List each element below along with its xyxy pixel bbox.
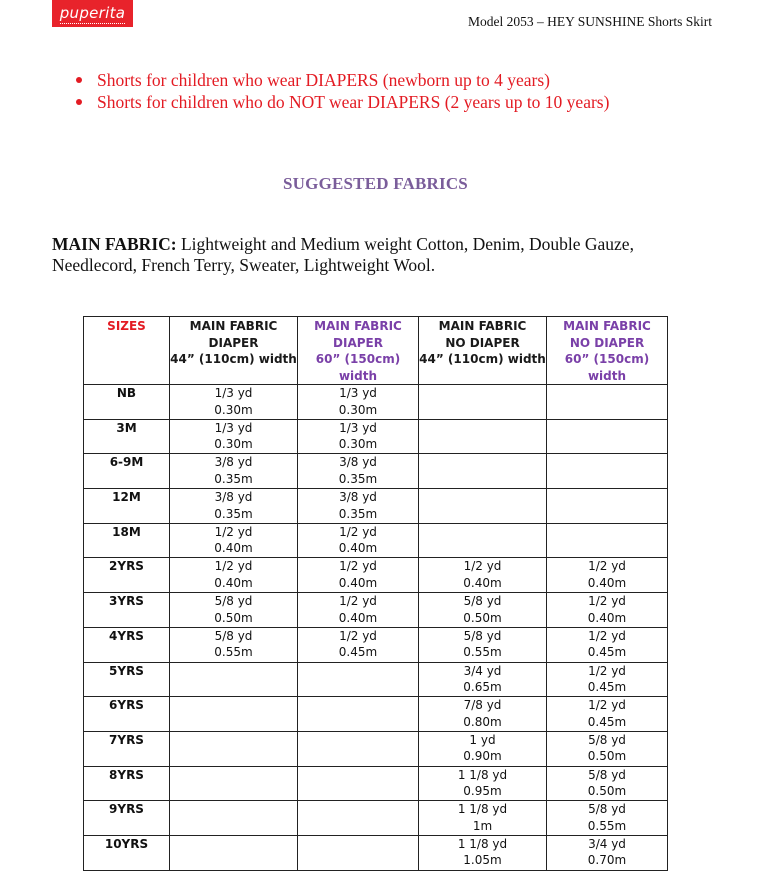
- meter-value: [298, 783, 418, 800]
- yardage-value: 5/8 yd: [463, 594, 502, 609]
- header-line: NO DIAPER: [445, 335, 520, 350]
- header-line: MAIN FABRIC: [438, 319, 527, 333]
- size-label: 5YRS: [84, 662, 170, 697]
- cell-no-diaper-44: [419, 627, 547, 662]
- meter-value: 0.45m: [587, 680, 627, 694]
- table-row: [84, 385, 668, 420]
- cell-no-diaper-60: [547, 489, 668, 524]
- cell-diaper-60: [298, 731, 419, 766]
- yardage-value: [298, 836, 418, 853]
- table-row: [84, 593, 668, 628]
- size-label: 7YRS: [84, 731, 170, 766]
- cell-diaper-44: [170, 558, 298, 593]
- size-label: 3YRS: [84, 593, 170, 628]
- cell-diaper-44: [170, 697, 298, 732]
- meter-value: 0.40m: [587, 575, 627, 590]
- meter-value: [419, 436, 546, 453]
- cell-no-diaper-60: [547, 558, 668, 593]
- yardage-value: [170, 732, 297, 749]
- meter-value: [298, 748, 418, 765]
- main-fabric-label: MAIN FABRIC:: [52, 234, 177, 254]
- table-row: [84, 419, 668, 454]
- audience-item-no-diapers: [76, 91, 609, 113]
- main-fabric-description: [52, 234, 692, 276]
- header-line: DIAPER: [333, 335, 383, 350]
- cell-diaper-44: [170, 766, 298, 801]
- fabric-requirements-table: [83, 316, 668, 871]
- yardage-value: 1/2 yd: [339, 628, 377, 643]
- cell-diaper-44: [170, 835, 298, 870]
- audience-item-diapers: [76, 69, 609, 91]
- meter-value: 0.40m: [338, 541, 378, 556]
- yardage-value: [419, 420, 546, 437]
- size-label: 2YRS: [84, 558, 170, 593]
- cell-diaper-44: [170, 662, 298, 697]
- meter-value: 0.95m: [463, 784, 502, 799]
- yardage-value: 1/2 yd: [588, 559, 626, 574]
- yardage-value: 1/2 yd: [339, 524, 377, 539]
- yardage-value: [170, 836, 297, 853]
- header-no-diaper-44: [419, 317, 547, 385]
- cell-no-diaper-60: [547, 766, 668, 801]
- main-fabric-text: Lightweight and Medium weight Cotton, Denim, Double Gauze, Needlecord, French Terry, Sweater, Lightweight Wool.: [52, 234, 634, 275]
- table-row: [84, 489, 668, 524]
- cell-no-diaper-60: [547, 731, 668, 766]
- table-row: [84, 627, 668, 662]
- meter-value: 0.45m: [587, 645, 627, 660]
- table-row: [84, 835, 668, 870]
- cell-no-diaper-60: [547, 419, 668, 454]
- model-title: Model 2053 – HEY SUNSHINE Shorts Skirt: [468, 14, 713, 29]
- cell-diaper-44: [170, 731, 298, 766]
- yardage-value: 1/2 yd: [214, 559, 253, 574]
- cell-diaper-60: [298, 697, 419, 732]
- header-line: MAIN FABRIC: [189, 319, 278, 333]
- size-label: 8YRS: [84, 766, 170, 801]
- cell-no-diaper-44: [419, 558, 547, 593]
- cell-diaper-60: [298, 385, 419, 420]
- meter-value: 0.40m: [463, 575, 502, 590]
- cell-no-diaper-60: [547, 593, 668, 628]
- yardage-value: [170, 697, 297, 714]
- meter-value: [547, 471, 667, 488]
- meter-value: 0.70m: [587, 853, 627, 868]
- meter-value: 0.30m: [214, 402, 253, 417]
- yardage-value: [298, 732, 418, 749]
- header-line: MAIN FABRIC: [314, 319, 402, 333]
- cell-diaper-60: [298, 454, 419, 489]
- meter-value: [419, 540, 546, 557]
- meter-value: 0.45m: [338, 645, 378, 660]
- table-row: [84, 558, 668, 593]
- meter-value: [547, 402, 667, 419]
- meter-value: 0.40m: [587, 610, 627, 625]
- audience-text: Shorts for children who wear DIAPERS (newborn up to 4 years): [97, 70, 550, 90]
- brand-logo: [52, 0, 133, 27]
- meter-value: [419, 506, 546, 523]
- size-label: 6-9M: [84, 454, 170, 489]
- table-row: [84, 697, 668, 732]
- yardage-value: [170, 801, 297, 818]
- header-no-diaper-60: [547, 317, 668, 385]
- cell-diaper-60: [298, 419, 419, 454]
- meter-value: 0.55m: [463, 645, 502, 660]
- meter-value: 0.35m: [338, 506, 378, 521]
- meter-value: [170, 748, 297, 765]
- header-line: 44” (110cm) width: [419, 352, 546, 366]
- meter-value: 0.80m: [463, 714, 502, 729]
- cell-no-diaper-60: [547, 385, 668, 420]
- header-line: DIAPER: [208, 335, 259, 350]
- meter-value: [298, 714, 418, 731]
- meter-value: 1.05m: [463, 853, 502, 868]
- cell-no-diaper-44: [419, 662, 547, 697]
- cell-diaper-60: [298, 593, 419, 628]
- cell-no-diaper-60: [547, 697, 668, 732]
- yardage-value: 1/2 yd: [339, 594, 377, 609]
- yardage-value: 5/8 yd: [588, 767, 626, 782]
- header-line: 60” (150cm) width: [564, 352, 650, 383]
- yardage-value: 1/2 yd: [588, 663, 626, 678]
- cell-no-diaper-60: [547, 627, 668, 662]
- cell-no-diaper-60: [547, 835, 668, 870]
- yardage-value: 3/8 yd: [339, 455, 377, 470]
- yardage-value: 1/3 yd: [214, 420, 253, 435]
- meter-value: 0.50m: [214, 610, 253, 625]
- meter-value: [419, 471, 546, 488]
- yardage-value: 1/3 yd: [214, 386, 253, 400]
- size-label: 4YRS: [84, 627, 170, 662]
- size-label: 10YRS: [84, 835, 170, 870]
- section-title: SUGGESTED FABRICS: [283, 174, 468, 193]
- table-body: [84, 385, 668, 871]
- meter-value: 0.50m: [587, 784, 627, 799]
- yardage-value: [547, 524, 667, 541]
- cell-no-diaper-44: [419, 593, 547, 628]
- yardage-value: 5/8 yd: [588, 802, 626, 817]
- yardage-value: 1 1/8 yd: [457, 767, 508, 782]
- yardage-value: 3/8 yd: [214, 455, 253, 470]
- yardage-value: [298, 663, 418, 680]
- size-label: 9YRS: [84, 801, 170, 836]
- cell-no-diaper-44: [419, 489, 547, 524]
- table-row: [84, 801, 668, 836]
- cell-diaper-44: [170, 593, 298, 628]
- cell-diaper-60: [298, 558, 419, 593]
- yardage-value: [298, 697, 418, 714]
- yardage-value: [419, 385, 546, 402]
- header-line: 44” (110cm) width: [170, 352, 297, 366]
- yardage-value: 5/8 yd: [214, 628, 253, 643]
- meter-value: 0.90m: [463, 749, 502, 764]
- yardage-value: 1/3 yd: [339, 386, 377, 400]
- yardage-value: 1/2 yd: [463, 559, 502, 574]
- meter-value: [298, 818, 418, 835]
- size-label: 12M: [84, 489, 170, 524]
- yardage-value: 1/2 yd: [339, 559, 377, 574]
- header-diaper-60: [298, 317, 419, 385]
- yardage-value: [419, 489, 546, 506]
- table-row: [84, 766, 668, 801]
- cell-no-diaper-44: [419, 801, 547, 836]
- cell-diaper-60: [298, 523, 419, 558]
- cell-diaper-44: [170, 489, 298, 524]
- table-row: [84, 662, 668, 697]
- meter-value: [419, 402, 546, 419]
- size-label: NB: [84, 385, 170, 420]
- yardage-value: [298, 801, 418, 818]
- meter-value: [170, 679, 297, 696]
- meter-value: 0.55m: [587, 818, 627, 833]
- yardage-value: [298, 767, 418, 784]
- meter-value: 0.40m: [214, 541, 253, 556]
- table-row: [84, 523, 668, 558]
- cell-diaper-44: [170, 419, 298, 454]
- meter-value: [170, 714, 297, 731]
- cell-no-diaper-44: [419, 731, 547, 766]
- cell-diaper-44: [170, 385, 298, 420]
- header-line: NO DIAPER: [569, 335, 645, 350]
- cell-no-diaper-44: [419, 697, 547, 732]
- header-diaper-44: [170, 317, 298, 385]
- cell-diaper-60: [298, 662, 419, 697]
- cell-no-diaper-44: [419, 835, 547, 870]
- meter-value: 0.35m: [214, 471, 253, 486]
- yardage-value: 3/4 yd: [463, 663, 502, 678]
- cell-diaper-60: [298, 835, 419, 870]
- yardage-value: 5/8 yd: [588, 732, 626, 747]
- cell-no-diaper-44: [419, 454, 547, 489]
- yardage-value: [170, 767, 297, 784]
- meter-value: [547, 436, 667, 453]
- meter-value: 0.30m: [338, 437, 378, 452]
- yardage-value: 1 yd: [469, 732, 496, 747]
- yardage-value: [547, 454, 667, 471]
- table-row: [84, 454, 668, 489]
- yardage-value: [170, 663, 297, 680]
- yardage-value: 5/8 yd: [214, 594, 253, 609]
- meter-value: 0.50m: [587, 749, 627, 764]
- cell-diaper-44: [170, 454, 298, 489]
- yardage-value: 3/4 yd: [588, 836, 626, 851]
- meter-value: 0.40m: [338, 575, 378, 590]
- header-line: SIZES: [107, 319, 146, 333]
- header-line: 60” (150cm) width: [315, 352, 401, 383]
- meter-value: 1m: [472, 818, 493, 833]
- cell-diaper-44: [170, 627, 298, 662]
- bullet-icon: [76, 99, 82, 105]
- yardage-value: [419, 524, 546, 541]
- bullet-icon: [76, 77, 82, 83]
- yardage-value: [547, 420, 667, 437]
- cell-diaper-60: [298, 627, 419, 662]
- yardage-value: 1/2 yd: [214, 524, 253, 539]
- meter-value: [547, 540, 667, 557]
- meter-value: [547, 506, 667, 523]
- meter-value: 0.55m: [214, 645, 253, 660]
- meter-value: 0.50m: [463, 610, 502, 625]
- audience-text: Shorts for children who do NOT wear DIAPERS (2 years up to 10 years): [97, 92, 610, 112]
- header-sizes: [84, 317, 170, 385]
- cell-diaper-60: [298, 766, 419, 801]
- yardage-value: 3/8 yd: [214, 490, 253, 505]
- meter-value: 0.40m: [338, 610, 378, 625]
- cell-no-diaper-60: [547, 801, 668, 836]
- yardage-value: 7/8 yd: [463, 698, 502, 713]
- cell-no-diaper-44: [419, 766, 547, 801]
- cell-no-diaper-44: [419, 385, 547, 420]
- meter-value: 0.65m: [463, 680, 502, 694]
- size-label: 6YRS: [84, 697, 170, 732]
- cell-no-diaper-44: [419, 523, 547, 558]
- meter-value: [170, 783, 297, 800]
- meter-value: 0.40m: [214, 575, 253, 590]
- yardage-value: 1/2 yd: [588, 594, 626, 609]
- yardage-value: 1/2 yd: [588, 698, 626, 713]
- yardage-value: 3/8 yd: [339, 490, 377, 505]
- size-label: 18M: [84, 523, 170, 558]
- size-label: 3M: [84, 419, 170, 454]
- meter-value: 0.35m: [338, 471, 378, 486]
- table-header-row: [84, 317, 668, 385]
- yardage-value: 5/8 yd: [463, 628, 502, 643]
- cell-no-diaper-60: [547, 662, 668, 697]
- yardage-value: 1/3 yd: [339, 420, 377, 435]
- cell-diaper-60: [298, 801, 419, 836]
- header-line: MAIN FABRIC: [563, 319, 651, 333]
- meter-value: 0.30m: [338, 402, 378, 417]
- cell-diaper-44: [170, 801, 298, 836]
- audience-list: [76, 69, 609, 113]
- yardage-value: [547, 489, 667, 506]
- cell-diaper-44: [170, 523, 298, 558]
- yardage-value: 1 1/8 yd: [457, 802, 508, 817]
- cell-no-diaper-44: [419, 419, 547, 454]
- cell-no-diaper-60: [547, 523, 668, 558]
- yardage-value: 1/2 yd: [588, 628, 626, 643]
- meter-value: [298, 679, 418, 696]
- meter-value: 0.35m: [214, 506, 253, 521]
- meter-value: 0.45m: [587, 714, 627, 729]
- cell-no-diaper-60: [547, 454, 668, 489]
- yardage-value: 1 1/8 yd: [457, 836, 508, 851]
- meter-value: 0.30m: [214, 437, 253, 452]
- yardage-value: [419, 454, 546, 471]
- table-row: [84, 731, 668, 766]
- meter-value: [170, 818, 297, 835]
- brand-logo-text: puperita: [59, 4, 126, 22]
- cell-diaper-60: [298, 489, 419, 524]
- yardage-value: [547, 385, 667, 402]
